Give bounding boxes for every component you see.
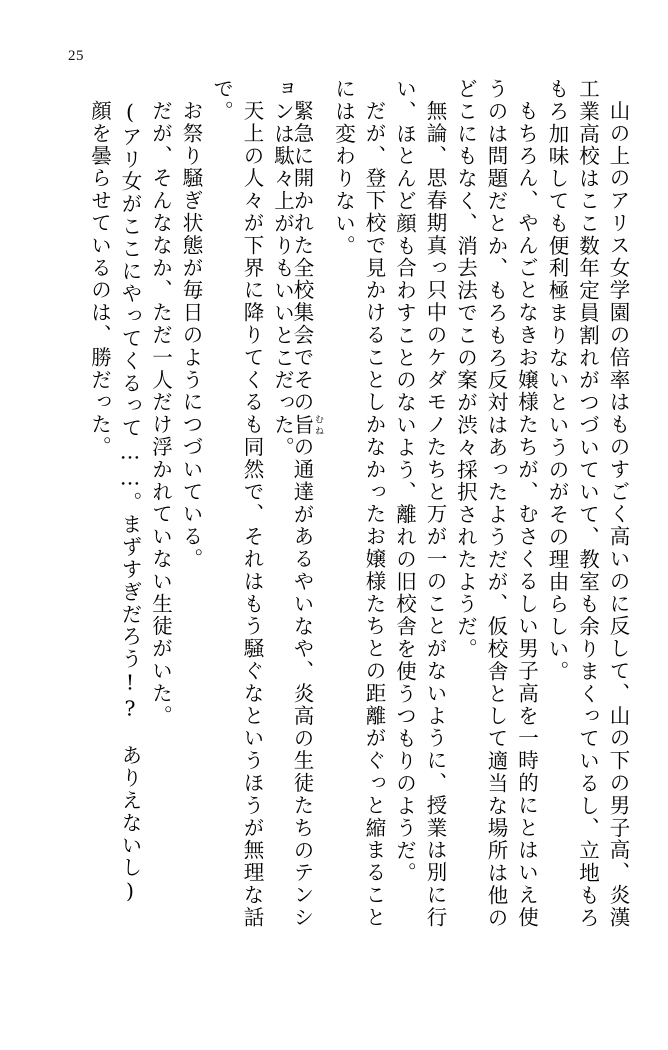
text-line: うのは問題だとか、もろもろ反対はあったようだが、仮校舎として適当な場所は他の [484,78,508,930]
text-line: 工業高校はここ数年定員割れがつづいていて、教室も余りまくっているし、立地もろ [575,78,600,930]
text-line: 山の上のアリス女学園の倍率はものすごく高いのに反して、山の下の男子高、炎漢 [606,100,630,929]
vertical-text-block [48,78,628,1008]
text-line: だが、登下校で見かけることしかなかったお嬢様たちとの距離がぐっと縮まること [362,100,386,929]
text-line: どこにもなく、消去法でこの案が渋々採択されたようだ。 [453,78,478,661]
text-line: だが、そんななか、ただ一人だけ浮かれていない生徒がいた。 [148,100,173,728]
text-line: 顔を曇らせているのは、勝だった。 [87,100,112,459]
text-line: 無論、思春期真っ只中のケダモノたちと万が一のことがないように、授業は別に行 [423,100,447,929]
text-line-with-ruby: 緊急に開かれた全校集会でその旨 むねの通達があるやいなや、炎高の生徒たちのテンシ [290,100,323,929]
text-line: で。 [209,78,234,123]
text-line: もちろん、やんごとなきお嬢様たちが、むさくるしい男子高を一時的にとはいえ使 [514,100,539,929]
text-line: い、ほとんど顔も合わすことのないよう、離れの旧校舎を使うつもりのようだ。 [392,78,417,885]
text-line: 天上の人々が下界に降りてくるも同然で、それはもう騒ぐなというほうが無理な話 [240,100,264,929]
text-line: (アリ女がここにやってくるって……。まずすぎだろう!? ありえないし) [118,100,142,905]
text-line: には変わりない。 [331,78,356,258]
text-line: もろ加味しても便利極まりないというのがその理由らしい。 [545,78,569,683]
text-line: お祭り騒ぎ状態が毎日のようにつづいている。 [179,100,203,571]
text-line: ョンは駄々上がりもいいとこだった。 [270,78,295,459]
page-number: 25 [68,48,84,64]
